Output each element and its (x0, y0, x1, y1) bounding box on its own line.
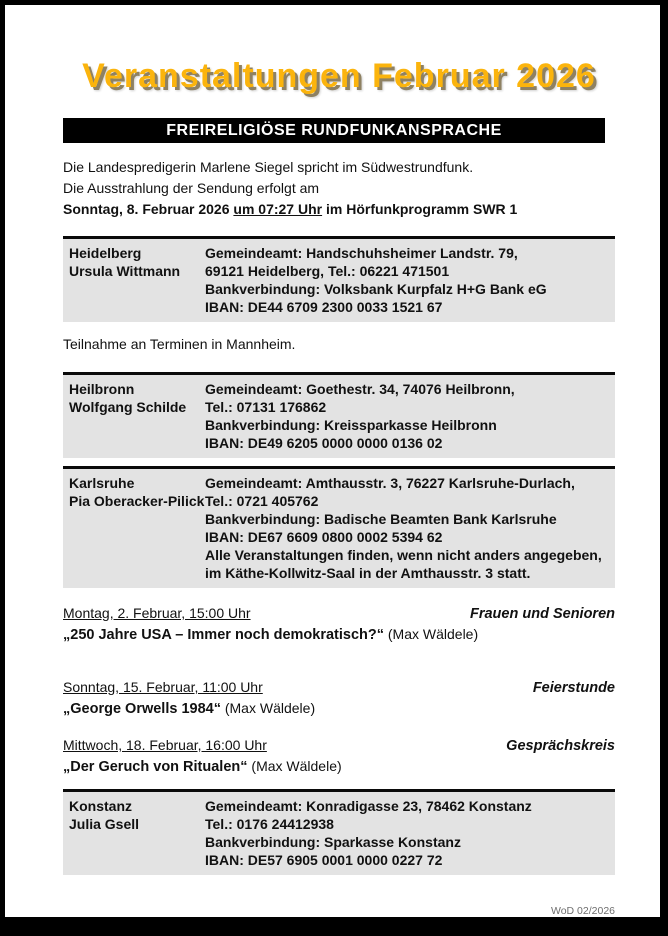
office-detail-line: Gemeindeamt: Handschuhsheimer Landstr. 79, (205, 245, 518, 261)
office-contact: Julia Gsell (69, 816, 140, 832)
event-title-line (63, 756, 615, 777)
office-left-column (69, 244, 205, 316)
office-right-column (205, 797, 607, 869)
event-title: „250 Jahre USA – Immer noch demokratisch?“ (63, 627, 384, 643)
event-datetime: Sonntag, 15. Februar, 11:00 Uhr (63, 679, 263, 695)
event-item (63, 735, 615, 777)
intro-line-2: Die Ausstrahlung der Sendung erfolgt am (63, 180, 320, 196)
office-detail-line: Bankverbindung: Badische Beamten Bank Karlsruhe (205, 511, 557, 527)
office-contact: Ursula Wittmann (69, 263, 181, 279)
office-box-konstanz (63, 789, 615, 875)
mannheim-note: Teilnahme an Terminen in Mannheim. (63, 336, 296, 352)
event-item (63, 603, 615, 645)
event-title: „George Orwells 1984“ (63, 701, 221, 717)
office-left-column (69, 797, 205, 869)
event-category: Feierstunde (532, 680, 615, 696)
office-detail-line: Bankverbindung: Volksbank Kurpfalz H+G Bank eG (205, 281, 547, 297)
office-detail-line: IBAN: DE67 6609 0800 0002 5394 62 (205, 529, 443, 545)
office-detail-line: Tel.: 07131 176862 (205, 399, 327, 415)
page-title: Veranstaltungen Februar 2026 (82, 57, 596, 95)
event-item (63, 677, 615, 719)
office-detail-line: Gemeindeamt: Amthausstr. 3, 76227 Karlsruhe-Durlach, (205, 475, 575, 491)
office-detail-line: Tel.: 0721 405762 (205, 493, 319, 509)
office-left-column (69, 380, 205, 452)
office-box-karlsruhe (63, 466, 615, 588)
office-box-heilbronn (63, 372, 615, 458)
event-head (63, 735, 615, 756)
event-datetime: Mittwoch, 18. Februar, 16:00 Uhr (63, 737, 267, 753)
event-category: Frauen und Senioren (469, 606, 615, 622)
office-detail-line: Alle Veranstaltungen finden, wenn nicht anders angegeben, (205, 547, 602, 563)
office-detail-line: 69121 Heidelberg, Tel.: 06221 471501 (205, 263, 450, 279)
footer-note: WoD 02/2026 (550, 905, 615, 917)
event-title: „Der Geruch von Ritualen“ (63, 759, 248, 775)
intro-line-1: Die Landespredigerin Marlene Siegel spricht im Südwestrundfunk. (63, 159, 474, 175)
office-right-column (205, 244, 607, 316)
office-detail-line: Gemeindeamt: Goethestr. 34, 74076 Heilbronn, (205, 381, 515, 397)
office-detail-line: Gemeindeamt: Konradigasse 23, 78462 Konstanz (205, 798, 532, 814)
office-detail-line: IBAN: DE44 6709 2300 0033 1521 67 (205, 299, 443, 315)
office-right-column (205, 474, 607, 582)
office-left-column (69, 474, 205, 582)
event-speaker: (Max Wäldele) (247, 758, 342, 774)
event-title-line (63, 624, 615, 645)
document-page (5, 5, 660, 917)
office-city: Konstanz (69, 798, 132, 814)
event-datetime: Montag, 2. Februar, 15:00 Uhr (63, 605, 251, 621)
office-contact: Pia Oberacker-Pilick (69, 493, 205, 509)
event-speaker: (Max Wäldele) (384, 626, 479, 642)
office-detail-line: Bankverbindung: Sparkasse Konstanz (205, 834, 461, 850)
intro-line-3 (63, 199, 615, 220)
event-category: Gesprächskreis (506, 738, 615, 754)
event-head (63, 603, 615, 624)
broadcast-date: Sonntag, 8. Februar 2026 (63, 201, 234, 217)
event-speaker: (Max Wäldele) (220, 700, 316, 716)
office-city: Karlsruhe (69, 475, 135, 491)
office-detail-line: Tel.: 0176 24412938 (205, 816, 334, 832)
office-right-column (205, 380, 607, 452)
broadcast-time: um 07:27 Uhr (233, 201, 323, 217)
office-detail-line: im Käthe-Kollwitz-Saal in der Amthausstr. 3 statt. (205, 565, 531, 581)
office-box-heidelberg (63, 236, 615, 322)
event-title-line (63, 698, 615, 719)
event-head (63, 677, 615, 698)
intro-paragraph (63, 157, 615, 220)
office-detail-line: IBAN: DE57 6905 0001 0000 0227 72 (205, 852, 443, 868)
office-detail-line: Bankverbindung: Kreissparkasse Heilbronn (205, 417, 497, 433)
office-contact: Wolfgang Schilde (69, 399, 187, 415)
section-banner (63, 118, 605, 143)
broadcast-program: im Hörfunkprogramm SWR 1 (322, 201, 518, 217)
office-city: Heidelberg (69, 245, 142, 261)
office-detail-line: IBAN: DE49 6205 0000 0000 0136 02 (205, 435, 443, 451)
section-banner-label: FREIRELIGIÖSE RUNDFUNKANSPRACHE (166, 121, 502, 139)
office-city: Heilbronn (69, 381, 135, 397)
